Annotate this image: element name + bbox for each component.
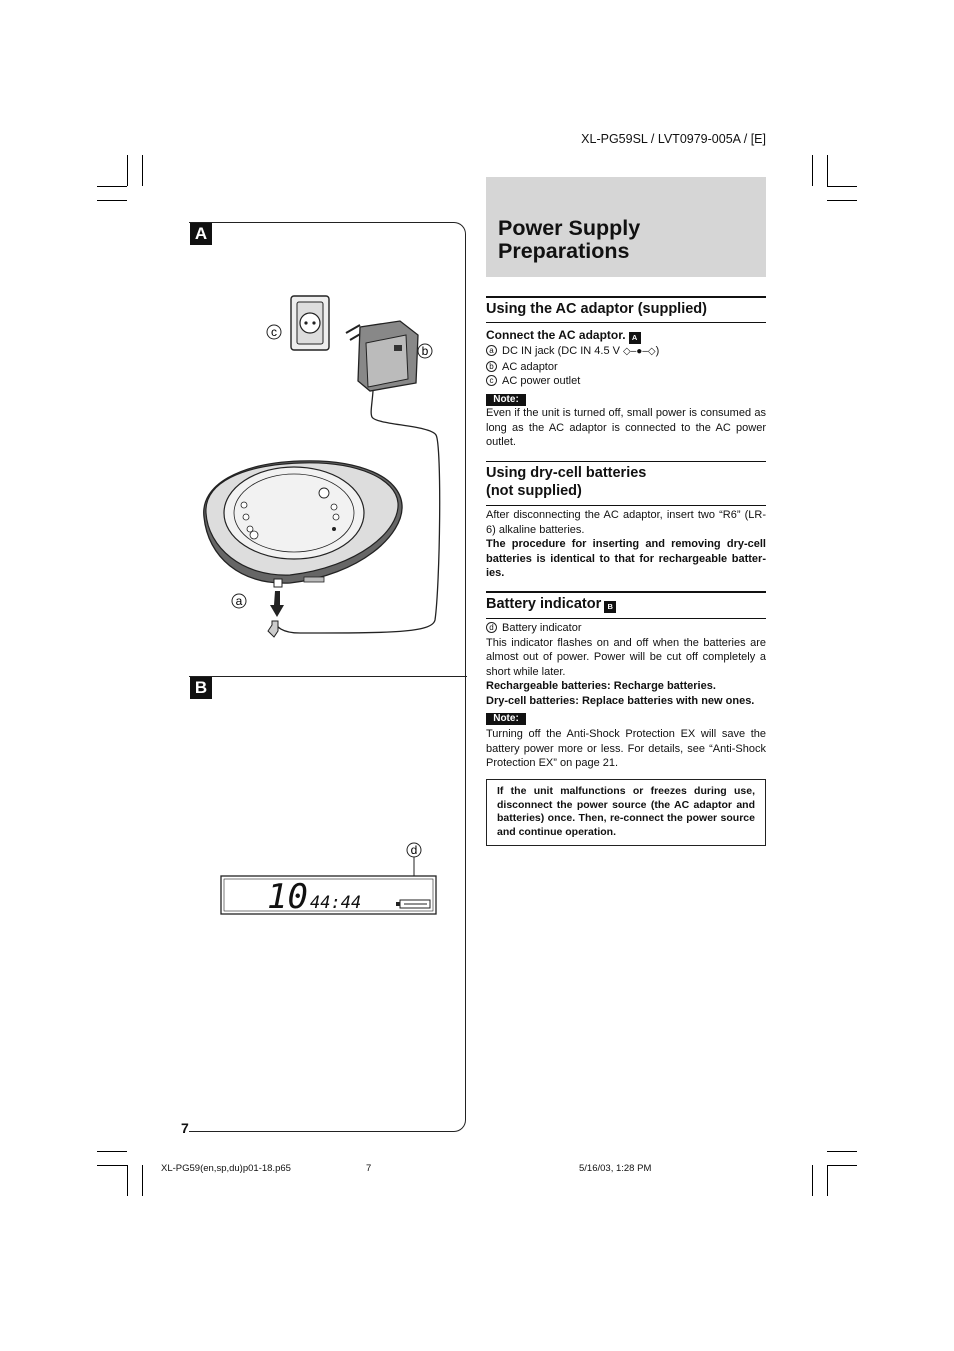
document-id: XL-PG59SL / LVT0979-005A / [E] bbox=[581, 132, 766, 146]
divider bbox=[486, 296, 766, 298]
ac-adaptor-illustration bbox=[190, 285, 460, 645]
list-item: d Battery indicator bbox=[486, 621, 766, 636]
note-label: Note: bbox=[486, 713, 526, 725]
figure-tag-b: B bbox=[190, 677, 212, 699]
figure-divider bbox=[189, 676, 467, 677]
list-item: b AC adaptor bbox=[486, 360, 766, 375]
battery-indicator-icon bbox=[396, 900, 430, 908]
list-item: a DC IN jack (DC IN 4.5 V ◇–●–◇) bbox=[486, 344, 766, 360]
page-title bbox=[498, 217, 758, 263]
cd-player-illustration bbox=[204, 461, 402, 637]
lcd-time: 44:44 bbox=[310, 893, 362, 913]
indicator-note-text: Turning off the Anti-Shock Protection EX will save the battery power more or less. For details, see “Anti-Shock Protection EX” on page 21. bbox=[486, 728, 766, 770]
divider bbox=[486, 322, 766, 323]
figure-ref-b: B bbox=[604, 601, 616, 613]
battery-heading: Using dry-cell batteries (not supplied) bbox=[486, 465, 647, 499]
callout-c: c bbox=[271, 325, 277, 339]
page-title-line-1: Power Supply bbox=[498, 216, 641, 240]
note-label: Note: bbox=[486, 394, 526, 406]
callout-b: b bbox=[421, 344, 429, 358]
figure-ref-a: A bbox=[629, 332, 641, 344]
ac-note-text: Even if the unit is turned off, small power is consumed as long as the AC adaptor is connected to the AC power outlet. bbox=[486, 407, 766, 449]
divider bbox=[486, 591, 766, 593]
page-number: 7 bbox=[181, 1120, 189, 1136]
list-item: c AC power outlet bbox=[486, 374, 766, 389]
page-title-line-2: Preparations bbox=[498, 239, 630, 263]
lcd-track-number: 10 bbox=[267, 877, 308, 917]
footer-page: 7 bbox=[366, 1163, 372, 1174]
ac-adaptor-heading: Using the AC adaptor (supplied) bbox=[486, 301, 707, 317]
battery-indicator-heading: Battery indicator B bbox=[486, 595, 766, 613]
divider bbox=[486, 461, 766, 462]
ac-connect-text: Connect the AC adaptor. bbox=[486, 328, 626, 342]
lcd-display-illustration bbox=[215, 840, 445, 920]
power-outlet-illustration bbox=[291, 296, 329, 350]
ac-parts-list bbox=[486, 344, 766, 389]
marker-c: c bbox=[486, 375, 497, 386]
battery-text: After disconnecting the AC adaptor, insert two “R6” (LR-6) alkaline batteries. The procedure for inserting and removing dry-cell batteries is identical to that for rechargeable batter-ies. bbox=[486, 509, 766, 580]
footer-date: 5/16/03, 1:28 PM bbox=[579, 1163, 652, 1174]
warning-text: If the unit malfunctions or freezes during use, disconnect the power source (the AC adaptor and batteries) once. Then, re-connect the power source and continue operation. bbox=[497, 785, 755, 838]
callout-a: a bbox=[235, 594, 243, 608]
battery-indicator-text: d Battery indicator This indicator flashes on and off when the batteries are almost out of power. Power will be cut off completely a short while later. Rechargeable batteries: Recharge batteries. Dry-cell batteries: Replace batteries with new ones. bbox=[486, 622, 766, 707]
callout-d: d bbox=[410, 843, 418, 857]
polarity-symbol-icon: ◇–●–◇ bbox=[623, 346, 656, 357]
marker-d: d bbox=[486, 622, 497, 633]
marker-a: a bbox=[486, 345, 497, 356]
figure-tag-a: A bbox=[190, 223, 212, 245]
ac-connect-instruction bbox=[486, 328, 766, 344]
divider bbox=[486, 505, 766, 506]
footer-file: XL-PG59(en,sp,du)p01-18.p65 bbox=[161, 1163, 291, 1174]
divider bbox=[486, 618, 766, 619]
marker-b: b bbox=[486, 361, 497, 372]
